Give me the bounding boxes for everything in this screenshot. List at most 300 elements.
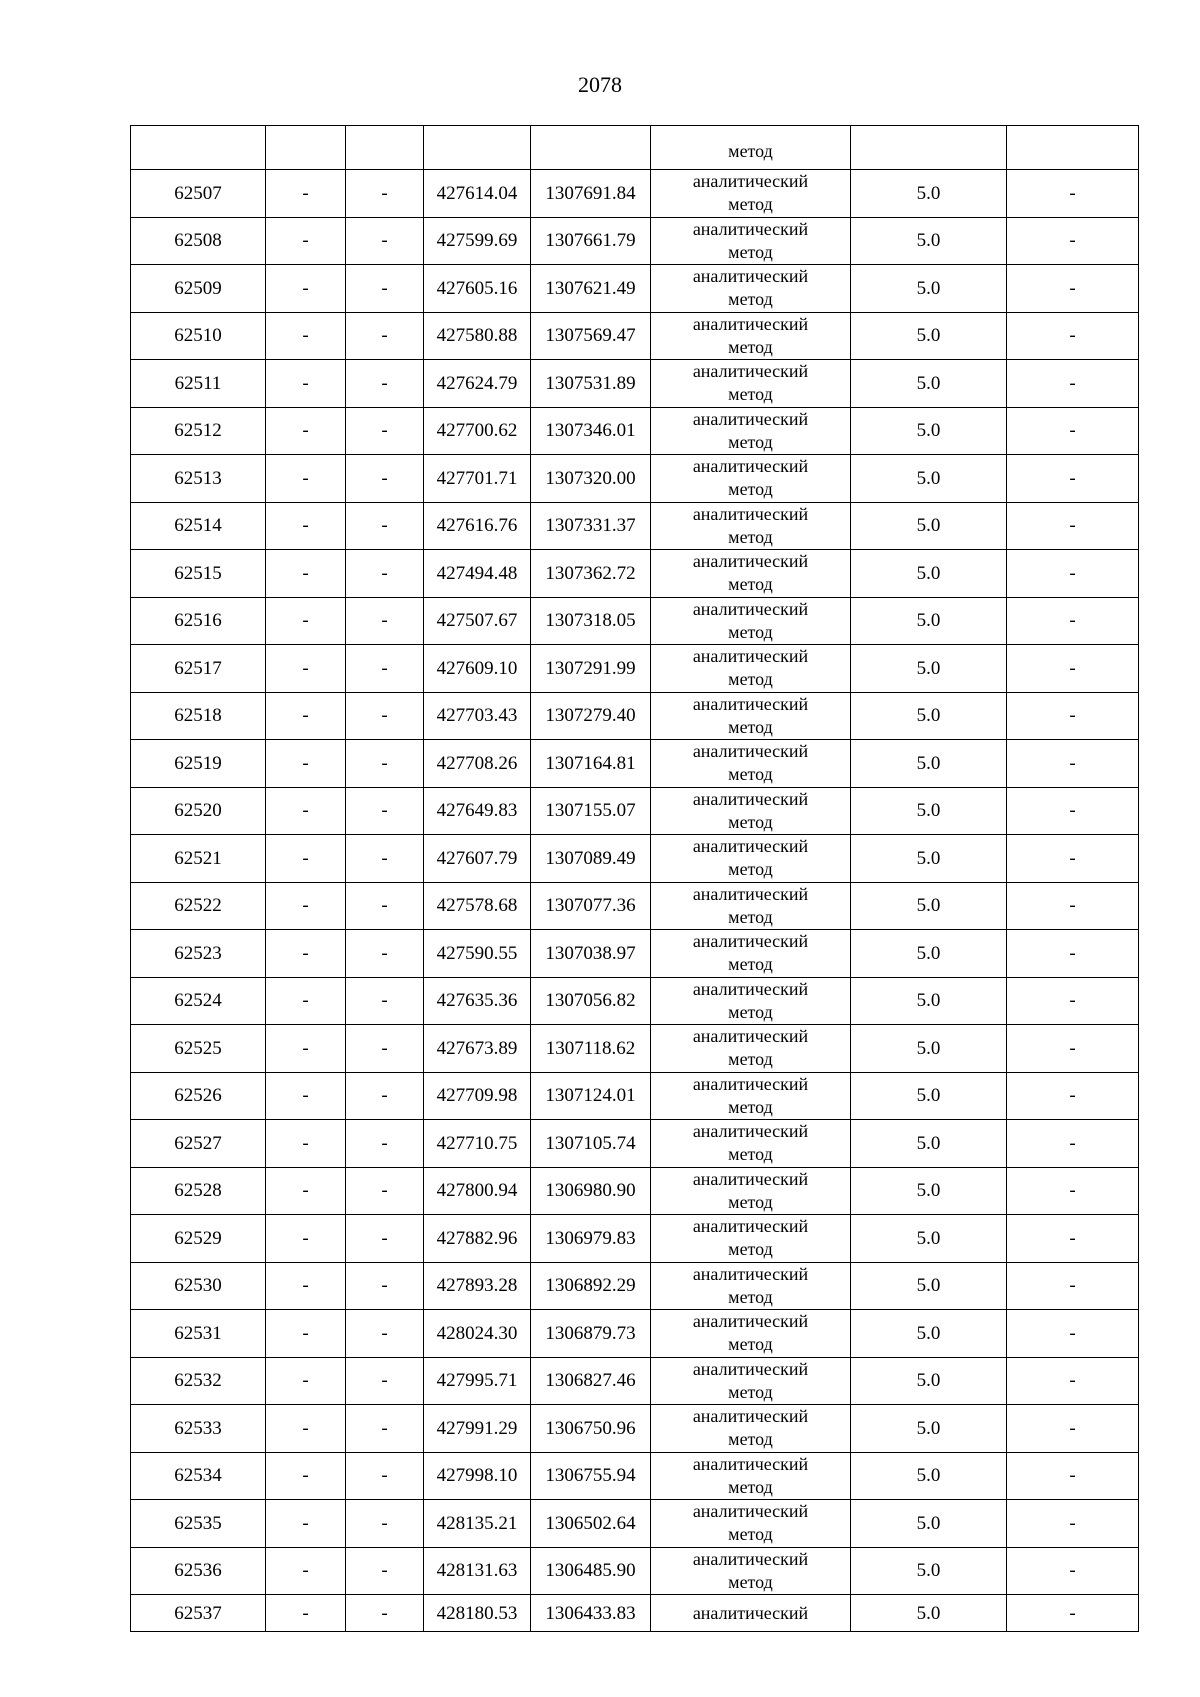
method-line-1: аналитический xyxy=(692,551,809,572)
dash-cell: - xyxy=(346,835,424,883)
method-cell xyxy=(651,1547,851,1595)
y-coordinate-cell: 1307118.62 xyxy=(531,1025,651,1073)
dash-cell: - xyxy=(1007,835,1139,883)
y-coordinate-cell: 1306485.90 xyxy=(531,1547,651,1595)
accuracy-cell: 5.0 xyxy=(851,265,1007,313)
dash-cell: - xyxy=(1007,692,1139,740)
y-coordinate-cell: 1306879.73 xyxy=(531,1310,651,1358)
method-cell xyxy=(651,597,851,645)
y-coordinate-cell: 1307279.40 xyxy=(531,692,651,740)
x-coordinate-cell: 427710.75 xyxy=(424,1120,531,1168)
dash-cell: - xyxy=(266,550,346,598)
method-line-2: метод xyxy=(728,621,773,642)
x-coordinate-cell: 428135.21 xyxy=(424,1500,531,1548)
y-coordinate-cell: 1306827.46 xyxy=(531,1357,651,1405)
table-row xyxy=(131,1025,1139,1073)
dash-cell: - xyxy=(346,312,424,360)
dash-cell: - xyxy=(346,882,424,930)
dash-cell: - xyxy=(346,1310,424,1358)
method-line-2: метод xyxy=(728,574,773,595)
x-coordinate-cell: 427507.67 xyxy=(424,597,531,645)
dash-cell: - xyxy=(266,835,346,883)
dash-cell: - xyxy=(266,312,346,360)
method-line-2: метод xyxy=(728,954,773,975)
dash-cell: - xyxy=(266,217,346,265)
method-cell xyxy=(651,740,851,788)
y-coordinate-cell: 1307318.05 xyxy=(531,597,651,645)
y-coordinate-cell: 1307056.82 xyxy=(531,977,651,1025)
method-line-1: аналитический xyxy=(692,741,809,762)
point-id-cell: 62527 xyxy=(131,1120,266,1168)
cell-empty xyxy=(531,126,651,170)
table-row xyxy=(131,1215,1139,1263)
table-row xyxy=(131,1595,1139,1632)
dash-cell: - xyxy=(346,645,424,693)
table-row xyxy=(131,1452,1139,1500)
dash-cell: - xyxy=(1007,1357,1139,1405)
dash-cell: - xyxy=(1007,217,1139,265)
method-line-1: аналитический xyxy=(692,1311,809,1332)
method-line-1: аналитический xyxy=(692,1121,809,1142)
method-cell xyxy=(651,882,851,930)
accuracy-cell: 5.0 xyxy=(851,740,1007,788)
method-line-1: аналитический xyxy=(692,1548,809,1569)
dash-cell: - xyxy=(1007,645,1139,693)
point-id-cell: 62509 xyxy=(131,265,266,313)
x-coordinate-cell: 427590.55 xyxy=(424,930,531,978)
dash-cell: - xyxy=(346,692,424,740)
dash-cell: - xyxy=(1007,1120,1139,1168)
point-id-cell: 62533 xyxy=(131,1405,266,1453)
dash-cell: - xyxy=(346,740,424,788)
dash-cell: - xyxy=(346,930,424,978)
dash-cell: - xyxy=(346,1072,424,1120)
y-coordinate-cell: 1307346.01 xyxy=(531,407,651,455)
method-line-2: метод xyxy=(728,1334,773,1355)
cell-empty xyxy=(346,126,424,170)
method-cell xyxy=(651,1215,851,1263)
point-id-cell: 62536 xyxy=(131,1547,266,1595)
method-line-1: аналитический xyxy=(692,313,809,334)
dash-cell: - xyxy=(346,1500,424,1548)
continuation-row xyxy=(131,126,1139,170)
y-coordinate-cell: 1307089.49 xyxy=(531,835,651,883)
point-id-cell: 62526 xyxy=(131,1072,266,1120)
method-cell xyxy=(651,977,851,1025)
dash-cell: - xyxy=(346,1357,424,1405)
method-line-2: метод xyxy=(728,1429,773,1450)
table-row xyxy=(131,1547,1139,1595)
dash-cell: - xyxy=(346,217,424,265)
method-cell xyxy=(651,930,851,978)
dash-cell: - xyxy=(266,692,346,740)
table-row xyxy=(131,597,1139,645)
point-id-cell: 62535 xyxy=(131,1500,266,1548)
y-coordinate-cell: 1307362.72 xyxy=(531,550,651,598)
method-line-1: аналитический xyxy=(692,408,809,429)
dash-cell: - xyxy=(346,787,424,835)
method-line-2: метод xyxy=(728,1191,773,1212)
x-coordinate-cell: 427616.76 xyxy=(424,502,531,550)
accuracy-cell: 5.0 xyxy=(851,1310,1007,1358)
method-line-2: метод xyxy=(728,716,773,737)
y-coordinate-cell: 1306750.96 xyxy=(531,1405,651,1453)
table-row xyxy=(131,312,1139,360)
method-line-1: аналитический xyxy=(692,1263,809,1284)
dash-cell: - xyxy=(266,1310,346,1358)
method-line-2: метод xyxy=(728,1001,773,1022)
method-cell xyxy=(651,1595,851,1632)
x-coordinate-cell: 427701.71 xyxy=(424,455,531,503)
dash-cell: - xyxy=(266,1500,346,1548)
y-coordinate-cell: 1307320.00 xyxy=(531,455,651,503)
method-cell xyxy=(651,1357,851,1405)
method-cell: метод xyxy=(651,126,851,170)
method-line-2: метод xyxy=(728,859,773,880)
accuracy-cell: 5.0 xyxy=(851,455,1007,503)
method-line-2: метод xyxy=(728,1239,773,1260)
method-cell xyxy=(651,360,851,408)
table-row xyxy=(131,455,1139,503)
table-row xyxy=(131,360,1139,408)
method-line-1: аналитический xyxy=(692,503,809,524)
method-cell xyxy=(651,1072,851,1120)
method-cell xyxy=(651,1310,851,1358)
accuracy-cell: 5.0 xyxy=(851,645,1007,693)
method-line-2: метод xyxy=(728,669,773,690)
dash-cell: - xyxy=(266,1547,346,1595)
x-coordinate-cell: 427673.89 xyxy=(424,1025,531,1073)
y-coordinate-cell: 1307691.84 xyxy=(531,170,651,218)
table-row xyxy=(131,930,1139,978)
x-coordinate-cell: 427995.71 xyxy=(424,1357,531,1405)
method-line-2: метод xyxy=(728,1144,773,1165)
dash-cell: - xyxy=(1007,882,1139,930)
dash-cell: - xyxy=(346,1452,424,1500)
accuracy-cell: 5.0 xyxy=(851,1500,1007,1548)
table-row xyxy=(131,787,1139,835)
method-cell xyxy=(651,1452,851,1500)
x-coordinate-cell: 427703.43 xyxy=(424,692,531,740)
dash-cell: - xyxy=(1007,977,1139,1025)
dash-cell: - xyxy=(1007,312,1139,360)
accuracy-cell: 5.0 xyxy=(851,1072,1007,1120)
accuracy-cell: 5.0 xyxy=(851,930,1007,978)
dash-cell: - xyxy=(266,455,346,503)
method-line-2: метод xyxy=(728,289,773,310)
table-row xyxy=(131,1405,1139,1453)
dash-cell: - xyxy=(266,265,346,313)
point-id-cell: 62519 xyxy=(131,740,266,788)
dash-cell: - xyxy=(346,265,424,313)
table-row xyxy=(131,1120,1139,1168)
dash-cell: - xyxy=(266,1405,346,1453)
method-line-1: аналитический xyxy=(692,1073,809,1094)
table-row xyxy=(131,977,1139,1025)
point-id-cell: 62525 xyxy=(131,1025,266,1073)
dash-cell: - xyxy=(1007,455,1139,503)
method-cell xyxy=(651,407,851,455)
cell-empty xyxy=(131,126,266,170)
dash-cell: - xyxy=(346,360,424,408)
accuracy-cell: 5.0 xyxy=(851,1262,1007,1310)
table-row xyxy=(131,170,1139,218)
dash-cell: - xyxy=(266,740,346,788)
accuracy-cell: 5.0 xyxy=(851,1167,1007,1215)
method-line-2: метод xyxy=(728,194,773,215)
dash-cell: - xyxy=(1007,1072,1139,1120)
y-coordinate-cell: 1307164.81 xyxy=(531,740,651,788)
x-coordinate-cell: 428131.63 xyxy=(424,1547,531,1595)
dash-cell: - xyxy=(346,502,424,550)
dash-cell: - xyxy=(1007,597,1139,645)
method-cell xyxy=(651,645,851,693)
point-id-cell: 62532 xyxy=(131,1357,266,1405)
y-coordinate-cell: 1306892.29 xyxy=(531,1262,651,1310)
dash-cell: - xyxy=(266,1072,346,1120)
x-coordinate-cell: 428024.30 xyxy=(424,1310,531,1358)
dash-cell: - xyxy=(266,1262,346,1310)
cell-empty xyxy=(851,126,1007,170)
method-cell xyxy=(651,217,851,265)
point-id-cell: 62518 xyxy=(131,692,266,740)
method-line-2: метод xyxy=(728,241,773,262)
method-cell xyxy=(651,1167,851,1215)
method-cell xyxy=(651,1262,851,1310)
dash-cell: - xyxy=(346,1167,424,1215)
table-row xyxy=(131,407,1139,455)
point-id-cell: 62530 xyxy=(131,1262,266,1310)
cell-empty xyxy=(1007,126,1139,170)
x-coordinate-cell: 427609.10 xyxy=(424,645,531,693)
x-coordinate-cell: 427624.79 xyxy=(424,360,531,408)
table-row xyxy=(131,882,1139,930)
y-coordinate-cell: 1307331.37 xyxy=(531,502,651,550)
x-coordinate-cell: 427635.36 xyxy=(424,977,531,1025)
method-cell xyxy=(651,692,851,740)
accuracy-cell: 5.0 xyxy=(851,977,1007,1025)
dash-cell: - xyxy=(1007,930,1139,978)
point-id-cell: 62523 xyxy=(131,930,266,978)
dash-cell: - xyxy=(1007,265,1139,313)
method-cell xyxy=(651,1500,851,1548)
accuracy-cell: 5.0 xyxy=(851,787,1007,835)
accuracy-cell: 5.0 xyxy=(851,597,1007,645)
accuracy-cell: 5.0 xyxy=(851,1357,1007,1405)
table-row xyxy=(131,502,1139,550)
method-line-2: метод xyxy=(728,336,773,357)
page-number: 2078 xyxy=(578,72,622,97)
dash-cell: - xyxy=(346,550,424,598)
table-row xyxy=(131,1500,1139,1548)
method-line-1: аналитический xyxy=(692,1406,809,1427)
dash-cell: - xyxy=(266,170,346,218)
accuracy-cell: 5.0 xyxy=(851,407,1007,455)
point-id-cell: 62511 xyxy=(131,360,266,408)
method-cell xyxy=(651,1025,851,1073)
point-id-cell: 62537 xyxy=(131,1595,266,1632)
accuracy-cell: 5.0 xyxy=(851,1405,1007,1453)
dash-cell: - xyxy=(266,1120,346,1168)
x-coordinate-cell: 427605.16 xyxy=(424,265,531,313)
method-cell xyxy=(651,787,851,835)
dash-cell: - xyxy=(1007,360,1139,408)
method-line-1: аналитический xyxy=(692,836,809,857)
y-coordinate-cell: 1306502.64 xyxy=(531,1500,651,1548)
x-coordinate-cell: 427882.96 xyxy=(424,1215,531,1263)
method-line-1: аналитический xyxy=(692,883,809,904)
dash-cell: - xyxy=(1007,1262,1139,1310)
method-line-2: метод xyxy=(728,526,773,547)
method-cell xyxy=(651,550,851,598)
method-line-2: метод xyxy=(728,1286,773,1307)
dash-cell: - xyxy=(266,977,346,1025)
method-line-1: аналитический xyxy=(692,361,809,382)
x-coordinate-cell: 427893.28 xyxy=(424,1262,531,1310)
method-line-2: метод xyxy=(728,764,773,785)
method-line-1: аналитический xyxy=(692,693,809,714)
method-line-1: аналитический xyxy=(692,1358,809,1379)
method-line-2: метод xyxy=(728,1096,773,1117)
dash-cell: - xyxy=(346,1405,424,1453)
method-line-1: аналитический xyxy=(692,931,809,952)
y-coordinate-cell: 1306755.94 xyxy=(531,1452,651,1500)
x-coordinate-cell: 427494.48 xyxy=(424,550,531,598)
dash-cell: - xyxy=(346,170,424,218)
dash-cell: - xyxy=(346,1595,424,1632)
dash-cell: - xyxy=(346,597,424,645)
dash-cell: - xyxy=(1007,1310,1139,1358)
method-line-1: аналитический xyxy=(692,456,809,477)
y-coordinate-cell: 1307621.49 xyxy=(531,265,651,313)
point-id-cell: 62514 xyxy=(131,502,266,550)
dash-cell: - xyxy=(1007,1547,1139,1595)
table-row xyxy=(131,265,1139,313)
method-line-1: аналитический xyxy=(692,646,809,667)
point-id-cell: 62512 xyxy=(131,407,266,455)
dash-cell: - xyxy=(346,1262,424,1310)
dash-cell: - xyxy=(346,1215,424,1263)
y-coordinate-cell: 1307291.99 xyxy=(531,645,651,693)
method-cell xyxy=(651,170,851,218)
table-row xyxy=(131,740,1139,788)
table-row xyxy=(131,1310,1139,1358)
method-line-1: аналитический xyxy=(692,598,809,619)
table-row xyxy=(131,1262,1139,1310)
method-line-1: аналитический xyxy=(692,1216,809,1237)
y-coordinate-cell: 1307105.74 xyxy=(531,1120,651,1168)
x-coordinate-cell: 427708.26 xyxy=(424,740,531,788)
table-row xyxy=(131,1357,1139,1405)
point-id-cell: 62508 xyxy=(131,217,266,265)
method-cell xyxy=(651,312,851,360)
x-coordinate-cell: 427649.83 xyxy=(424,787,531,835)
y-coordinate-cell: 1307569.47 xyxy=(531,312,651,360)
point-id-cell: 62513 xyxy=(131,455,266,503)
method-line-1: аналитический xyxy=(692,978,809,999)
method-line-1: аналитический xyxy=(692,1453,809,1474)
point-id-cell: 62507 xyxy=(131,170,266,218)
accuracy-cell: 5.0 xyxy=(851,1595,1007,1632)
table-body xyxy=(131,126,1139,1632)
x-coordinate-cell: 427578.68 xyxy=(424,882,531,930)
method-line-1: аналитический xyxy=(692,1501,809,1522)
method-line-2: метод xyxy=(728,1476,773,1497)
accuracy-cell: 5.0 xyxy=(851,1025,1007,1073)
point-id-cell: 62510 xyxy=(131,312,266,360)
dash-cell: - xyxy=(346,977,424,1025)
cell-empty xyxy=(266,126,346,170)
x-coordinate-cell: 427607.79 xyxy=(424,835,531,883)
y-coordinate-cell: 1307661.79 xyxy=(531,217,651,265)
dash-cell: - xyxy=(266,407,346,455)
dash-cell: - xyxy=(346,1547,424,1595)
x-coordinate-cell: 427599.69 xyxy=(424,217,531,265)
method-line-2: метод xyxy=(728,431,773,452)
method-line-1: аналитический xyxy=(692,788,809,809)
dash-cell: - xyxy=(266,645,346,693)
x-coordinate-cell: 427614.04 xyxy=(424,170,531,218)
method-line-2: метод xyxy=(728,906,773,927)
accuracy-cell: 5.0 xyxy=(851,170,1007,218)
accuracy-cell: 5.0 xyxy=(851,550,1007,598)
dash-cell: - xyxy=(266,1167,346,1215)
point-id-cell: 62524 xyxy=(131,977,266,1025)
point-id-cell: 62534 xyxy=(131,1452,266,1500)
point-id-cell: 62528 xyxy=(131,1167,266,1215)
accuracy-cell: 5.0 xyxy=(851,882,1007,930)
dash-cell: - xyxy=(266,882,346,930)
method-cell xyxy=(651,835,851,883)
method-cell xyxy=(651,1120,851,1168)
table-row xyxy=(131,1167,1139,1215)
point-id-cell: 62521 xyxy=(131,835,266,883)
table-row xyxy=(131,645,1139,693)
point-id-cell: 62520 xyxy=(131,787,266,835)
dash-cell: - xyxy=(1007,1025,1139,1073)
point-id-cell: 62516 xyxy=(131,597,266,645)
method-line-2: метод xyxy=(728,479,773,500)
table-row xyxy=(131,217,1139,265)
y-coordinate-cell: 1307077.36 xyxy=(531,882,651,930)
method-line-1: аналитический xyxy=(692,266,809,287)
accuracy-cell: 5.0 xyxy=(851,1120,1007,1168)
method-line-1: аналитический xyxy=(692,218,809,239)
method-cell xyxy=(651,455,851,503)
method-line-1: аналитический xyxy=(692,1602,809,1623)
y-coordinate-cell: 1306979.83 xyxy=(531,1215,651,1263)
accuracy-cell: 5.0 xyxy=(851,1452,1007,1500)
method-line-2: метод xyxy=(728,1381,773,1402)
accuracy-cell: 5.0 xyxy=(851,312,1007,360)
x-coordinate-cell: 427580.88 xyxy=(424,312,531,360)
dash-cell: - xyxy=(1007,170,1139,218)
dash-cell: - xyxy=(266,360,346,408)
dash-cell: - xyxy=(266,930,346,978)
dash-cell: - xyxy=(266,1215,346,1263)
x-coordinate-cell: 427700.62 xyxy=(424,407,531,455)
y-coordinate-cell: 1307531.89 xyxy=(531,360,651,408)
method-line-2: метод xyxy=(728,1524,773,1545)
accuracy-cell: 5.0 xyxy=(851,217,1007,265)
accuracy-cell: 5.0 xyxy=(851,360,1007,408)
dash-cell: - xyxy=(1007,1595,1139,1632)
table-row xyxy=(131,550,1139,598)
accuracy-cell: 5.0 xyxy=(851,1547,1007,1595)
dash-cell: - xyxy=(1007,1452,1139,1500)
x-coordinate-cell: 427800.94 xyxy=(424,1167,531,1215)
dash-cell: - xyxy=(266,1025,346,1073)
